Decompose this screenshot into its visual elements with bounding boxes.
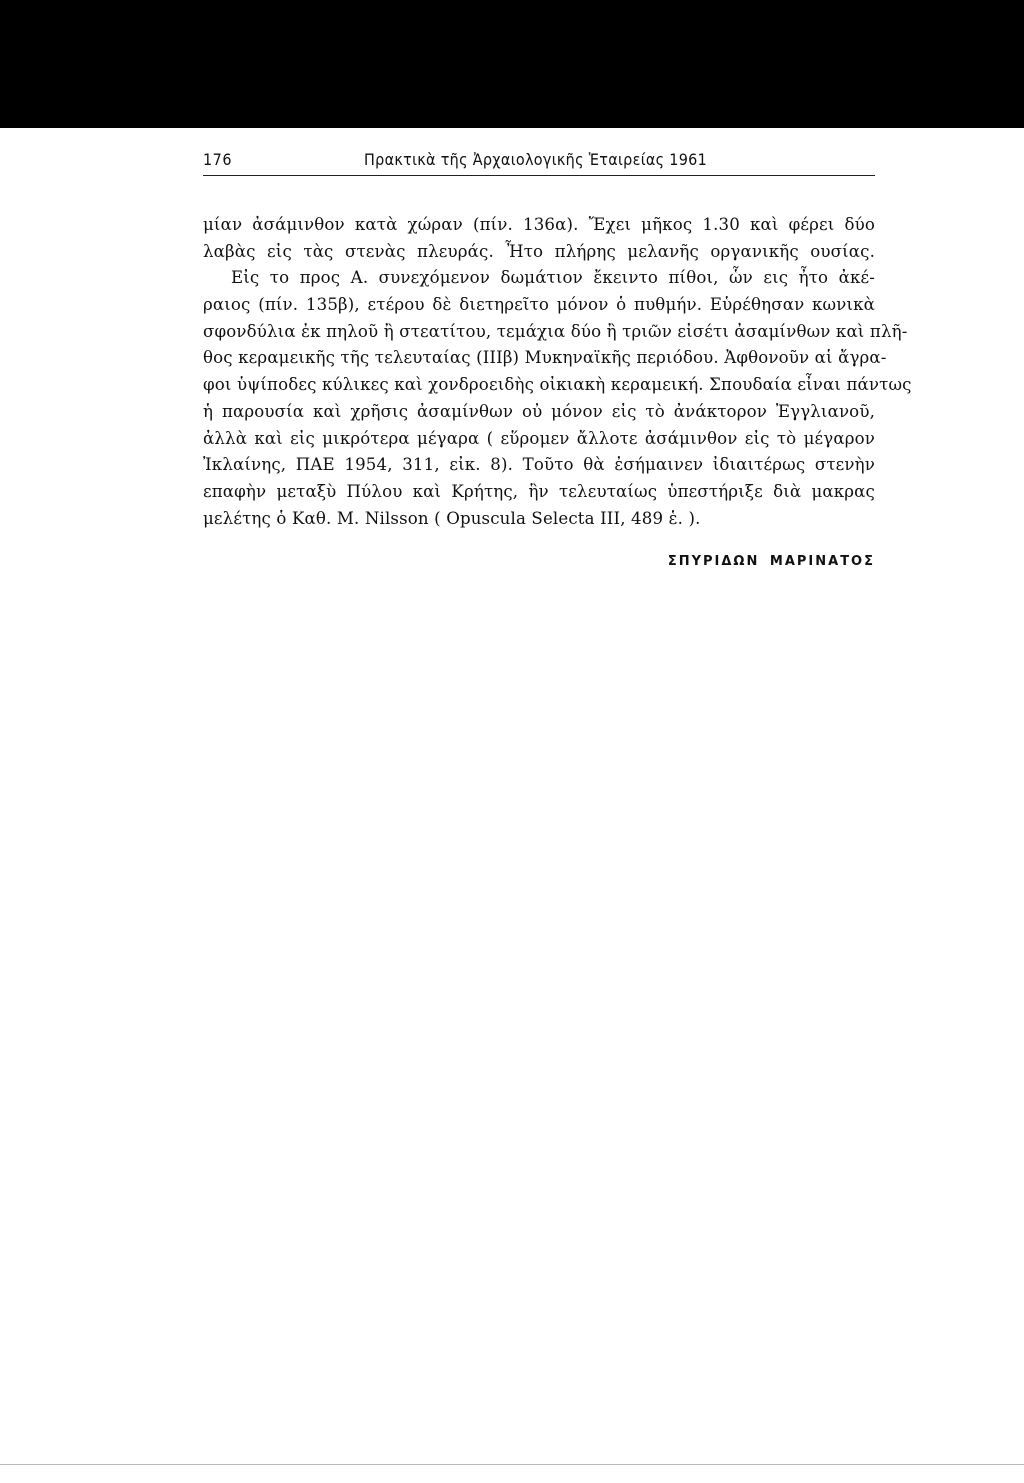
text-line: επαφὴν μεταξὺ Πύλου καὶ Κρήτης, ἣν τελευταίως ὑπεστήριξε διὰ μακρας (203, 481, 875, 501)
text-line: μελέτης ὁ Καθ. Μ. Nilsson ( Opuscula Selecta III, 489 ἑ. ). (203, 508, 701, 528)
running-title: Πρακτικὰ τῆς Ἀρχαιολογικῆς Ἑταιρείας 1961 (364, 150, 708, 169)
text-line: ἡ παρουσία καὶ χρῆσις ἀσαμίνθων οὐ μόνον εἰς τὸ ἀνάκτορον Ἐγγλιανοῦ, (203, 401, 875, 421)
text-line: ραιος (πίν. 135β), ετέρου δὲ διετηρεῖτο μόνον ὁ πυθμήν. Εὑρέθησαν κωνικὰ (203, 295, 875, 315)
author-signature: ΣΠΥΡΙΔΩΝ ΜΑΡΙΝΑΤΟΣ (667, 554, 875, 569)
text-line: μίαν ἀσάμινθον κατὰ χώραν (πίν. 136α). Ἔχει μῆκος 1.30 καὶ φέρει δύο (203, 215, 875, 234)
text-line: ἀλλὰ καὶ εἰς μικρότερα μέγαρα ( εὕρομεν ἄλλοτε ἀσάμινθον εἰς τὸ μέγαρον (203, 428, 875, 448)
document-page (0, 128, 1024, 1483)
text-line: λαβὰς εἰς τὰς στενὰς πλευράς. Ἦτο πλήρης μελανῆς οργανικῆς ουσίας. (203, 241, 875, 261)
text-line: Εἰς το προς Α. συνεχόμενον δωμάτιον ἔκειντο πίθοι, ὧν εις ἦτο ἀκέ- (231, 268, 875, 288)
header-rule (203, 175, 875, 176)
text-line: Ἰκλαίνης, ΠΑΕ 1954, 311, εἰκ. 8). Τοῦτο θὰ ἐσήμαινεν ἰδιαιτέρως στενὴν (203, 455, 875, 475)
page-header (203, 146, 875, 176)
text-line: θος κεραμεικῆς τῆς τελευταίας (ΙΙΙβ) Μυκηναϊκῆς περιόδου. Ἀφθονοῦν αἱ ἄγρα- (203, 348, 887, 368)
text-line: σφονδύλια ἐκ πηλοῦ ἢ στεατίτου, τεμάχια δύο ἢ τριῶν εἰσέτι ἀσαμίνθων καὶ πλῆ- (203, 321, 908, 341)
text-line: φοι ὑψίποδες κύλικες καὶ χονδροειδὴς οἰκιακὴ κεραμεική. Σπουδαία εἶναι πάντως (203, 375, 912, 395)
bottom-rule (0, 1464, 1024, 1465)
body-paragraph (203, 212, 912, 532)
page-number: 176 (203, 150, 232, 169)
